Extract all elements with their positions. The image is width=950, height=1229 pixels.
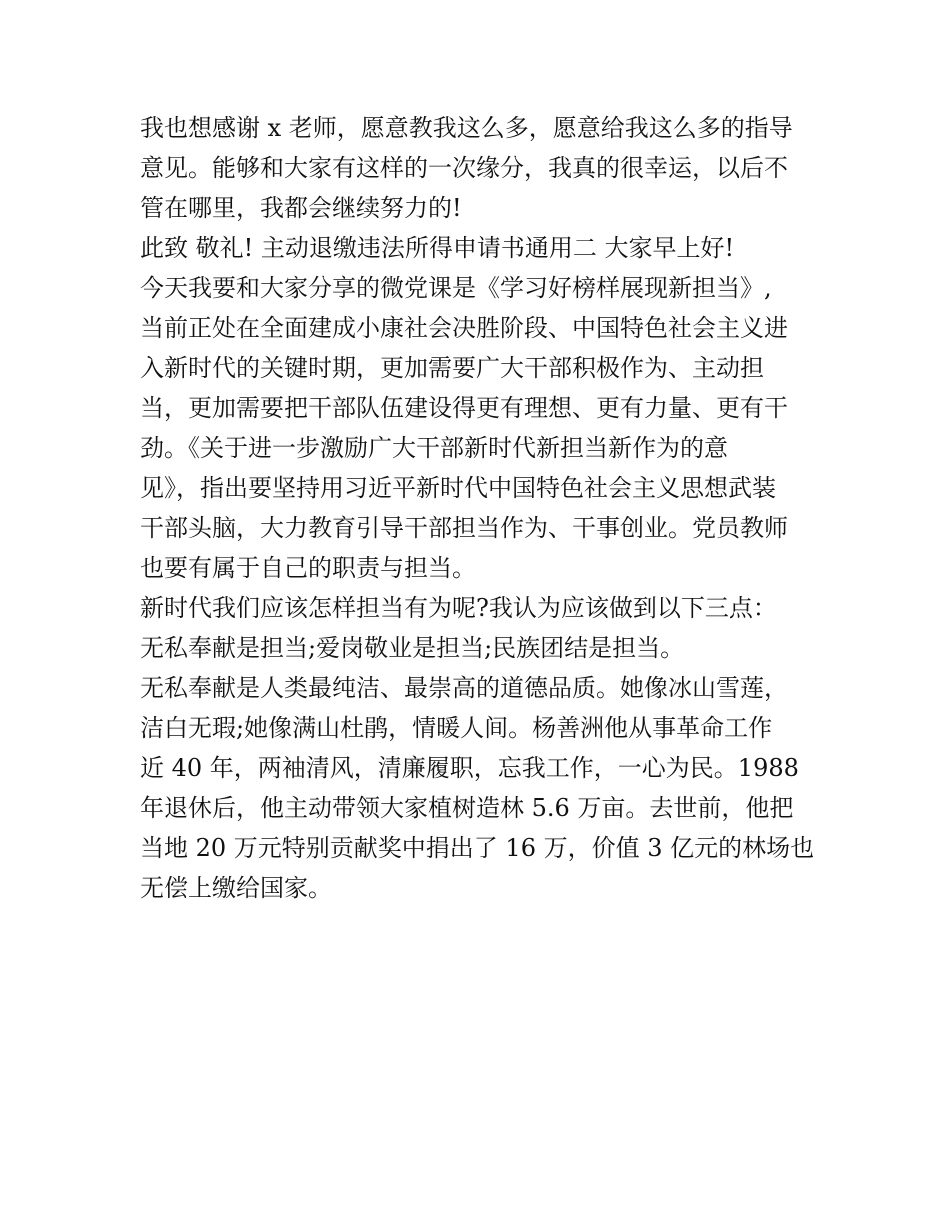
text-line: 无私奉献是人类最纯洁、最崇高的道德品质。她像冰山雪莲， (140, 674, 788, 702)
paragraph-thanks (140, 108, 820, 228)
text-line: 我也想感谢 x 老师，愿意教我这么多，愿意给我这么多的指导 (140, 114, 793, 142)
paragraph-three-points (140, 588, 820, 668)
text-line: 此致 敬礼! 主动退缴违法所得申请书通用二 大家早上好! (140, 234, 735, 262)
paragraph-salutation (140, 228, 820, 268)
text-line: 近 40 年，两袖清风，清廉履职，忘我工作，一心为民。1988 (140, 754, 799, 782)
text-line: 也要有属于自己的职责与担当。 (140, 554, 476, 582)
text-line: 劲。《关于进一步激励广大干部新时代新担当新作为的意 (140, 434, 728, 462)
text-line: 见》，指出要坚持用习近平新时代中国特色社会主义思想武装 (140, 474, 776, 502)
text-line: 干部头脑，大力教育引导干部担当作为、干事创业。党员教师 (140, 514, 788, 542)
text-line: 管在哪里，我都会继续努力的! (140, 194, 462, 222)
text-line: 当地 20 万元特别贡献奖中捐出了 16 万，价值 3 亿元的林场也 (140, 834, 815, 862)
text-line: 无私奉献是担当;爱岗敬业是担当;民族团结是担当。 (140, 634, 685, 662)
text-line: 入新时代的关键时期，更加需要广大干部积极作为、主动担 (140, 354, 764, 382)
text-line: 年退休后，他主动带领大家植树造林 5.6 万亩。去世前，他把 (140, 794, 794, 822)
document-body (140, 108, 820, 908)
text-line: 今天我要和大家分享的微党课是《学习好榜样展现新担当》, (140, 274, 772, 302)
text-line: 意见。能够和大家有这样的一次缘分，我真的很幸运，以后不 (140, 154, 788, 182)
text-line: 洁白无瑕;她像满山杜鹃，情暖人间。杨善洲他从事革命工作 (140, 714, 773, 742)
text-line: 当前正处在全面建成小康社会决胜阶段、中国特色社会主义进 (140, 314, 788, 342)
paragraph-selfless-dedication (140, 668, 820, 908)
text-line: 无偿上缴给国家。 (140, 874, 332, 902)
paragraph-party-lesson (140, 268, 820, 588)
text-line: 新时代我们应该怎样担当有为呢?我认为应该做到以下三点： (140, 594, 777, 622)
text-line: 当，更加需要把干部队伍建设得更有理想、更有力量、更有干 (140, 394, 788, 422)
